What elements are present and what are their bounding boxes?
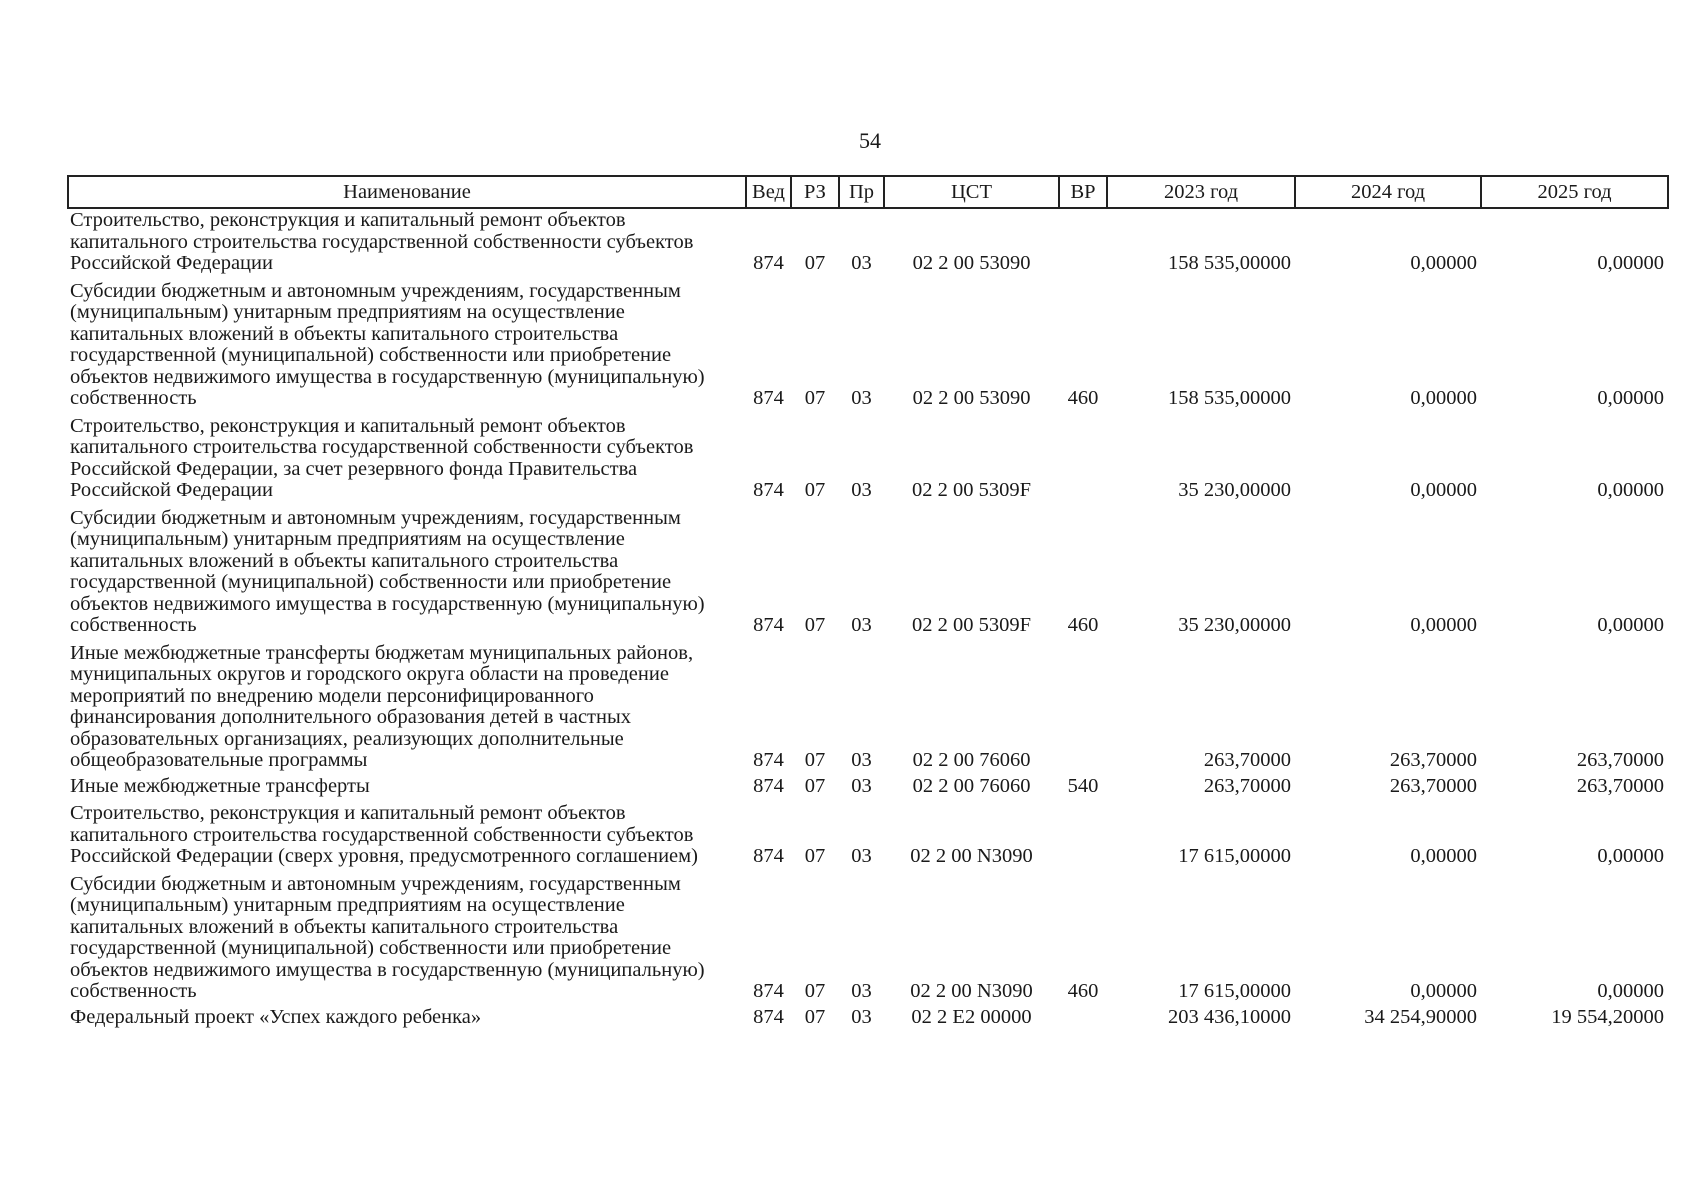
row-pr: 03 (851, 252, 872, 274)
row-ved: 874 (753, 387, 784, 409)
row-2025: 0,00000 (1597, 980, 1664, 1002)
page-number: 54 (859, 128, 881, 153)
row-cst: 02 2 00 5309F (911, 614, 1032, 636)
header-2024: 2024 год (1295, 176, 1481, 208)
row-2024: 263,70000 (1389, 774, 1477, 797)
row-name: Строительство, реконструкция и капитальный ремонт объектов капитального строительства государственной собственности субъектов Российской Федерации (70, 209, 694, 274)
row-2025: 0,00000 (1597, 387, 1664, 409)
header-2023: 2023 год (1107, 176, 1295, 208)
header-rz: РЗ (791, 176, 839, 208)
row-vr (1059, 208, 1107, 278)
header-vr: ВР (1059, 176, 1107, 208)
header-2025: 2025 год (1481, 176, 1668, 208)
header-pr: Пр (839, 176, 884, 208)
budget-table (67, 175, 1669, 1031)
row-vr (1059, 640, 1107, 775)
row-2023: 263,70000 (1203, 749, 1291, 771)
row-2025: 0,00000 (1597, 845, 1664, 867)
row-ved: 874 (753, 774, 784, 797)
row-name: Субсидии бюджетным и автономным учреждениям, государственным (муниципальным) унитарным предприятиям на осуществление капитальных вложений в объекты капитального строительства государственной (муниципальной) собственности или приобретение объектов недвижимого имущества в государственную (муниципальную) собственность (70, 506, 705, 636)
row-vr: 460 (1067, 980, 1099, 1002)
row-rz: 07 (804, 774, 826, 797)
table-row (68, 1006, 1668, 1032)
row-rz: 07 (804, 387, 826, 409)
table-row (68, 775, 1668, 801)
row-cst: 02 2 00 76060 (912, 749, 1031, 771)
row-2023: 17 615,00000 (1178, 980, 1291, 1002)
row-2024: 34 254,90000 (1364, 1005, 1477, 1028)
row-2024: 0,00000 (1410, 252, 1477, 274)
table-row (68, 800, 1668, 871)
row-2025: 263,70000 (1576, 749, 1664, 771)
header-cst: ЦСТ (884, 176, 1059, 208)
row-pr: 03 (851, 845, 872, 867)
row-2025: 0,00000 (1597, 252, 1664, 274)
table-row (68, 208, 1668, 278)
row-pr: 03 (851, 387, 872, 409)
row-2023: 203 436,10000 (1168, 1005, 1291, 1028)
row-pr: 03 (851, 1005, 872, 1028)
row-cst: 02 2 00 53090 (912, 387, 1031, 409)
table-body (68, 208, 1668, 1031)
row-ved: 874 (753, 1005, 784, 1028)
row-rz: 07 (804, 1005, 826, 1028)
row-vr: 460 (1067, 614, 1099, 636)
header-row (68, 176, 1668, 208)
table-row (68, 505, 1668, 640)
row-ved: 874 (753, 252, 784, 274)
row-ved: 874 (753, 614, 784, 636)
row-cst: 02 2 00 53090 (912, 252, 1031, 274)
row-2024: 0,00000 (1410, 387, 1477, 409)
row-name: Иные межбюджетные трансферты бюджетам муниципальных районов, муниципальных округов и городского округа области на проведение мероприятий по внедрению модели персонифицированного финансирования дополнительного образования детей в частных образовательных организациях, реализующих дополнительные общеобразовательные программы (70, 641, 694, 771)
row-2025: 19 554,20000 (1551, 1005, 1664, 1028)
row-vr (1059, 800, 1107, 871)
row-cst: 02 2 00 5309F (911, 479, 1032, 501)
row-2023: 263,70000 (1203, 774, 1291, 797)
row-2024: 0,00000 (1410, 479, 1477, 501)
row-2024: 263,70000 (1389, 749, 1477, 771)
row-name: Строительство, реконструкция и капитальный ремонт объектов капитального строительства государственной собственности субъектов Российской Федерации (сверх уровня, предусмотренного соглашением) (70, 802, 698, 867)
row-2025: 0,00000 (1597, 479, 1664, 501)
row-name: Иные межбюджетные трансферты (70, 774, 370, 797)
row-ved: 874 (753, 980, 784, 1002)
row-rz: 07 (804, 252, 826, 274)
row-cst: 02 2 00 76060 (912, 774, 1031, 797)
row-cst: 02 2 E2 00000 (911, 1005, 1032, 1028)
header-ved: Вед (746, 176, 791, 208)
row-2024: 0,00000 (1410, 845, 1477, 867)
table-row (68, 413, 1668, 505)
table-header (68, 176, 1668, 208)
row-pr: 03 (851, 774, 872, 797)
row-cst: 02 2 00 N3090 (910, 980, 1033, 1002)
row-rz: 07 (804, 845, 826, 867)
row-2025: 0,00000 (1597, 614, 1664, 636)
row-rz: 07 (804, 749, 826, 771)
row-vr: 540 (1067, 774, 1099, 797)
row-rz: 07 (804, 980, 826, 1002)
row-2025: 263,70000 (1576, 774, 1664, 797)
row-ved: 874 (753, 845, 784, 867)
row-2023: 158 535,00000 (1168, 252, 1291, 274)
row-cst: 02 2 00 N3090 (910, 845, 1033, 867)
row-pr: 03 (851, 479, 872, 501)
row-ved: 874 (753, 479, 784, 501)
row-2023: 17 615,00000 (1178, 845, 1291, 867)
row-name: Строительство, реконструкция и капитальный ремонт объектов капитального строительства государственной собственности субъектов Российской Федерации, за счет резервного фонда Правительства Российской Федерации (70, 414, 694, 501)
table-row (68, 871, 1668, 1006)
table-row (68, 278, 1668, 413)
row-name: Федеральный проект «Успех каждого ребенка» (70, 1005, 482, 1028)
row-vr (1059, 1006, 1107, 1032)
row-2023: 35 230,00000 (1178, 614, 1291, 636)
header-name: Наименование (68, 176, 746, 208)
row-rz: 07 (804, 479, 826, 501)
row-2023: 35 230,00000 (1178, 479, 1291, 501)
row-2024: 0,00000 (1410, 980, 1477, 1002)
row-pr: 03 (851, 614, 872, 636)
row-name: Субсидии бюджетным и автономным учреждениям, государственным (муниципальным) унитарным предприятиям на осуществление капитальных вложений в объекты капитального строительства государственной (муниципальной) собственности или приобретение объектов недвижимого имущества в государственную (муниципальную) собственность (70, 279, 705, 409)
row-rz: 07 (804, 614, 826, 636)
row-ved: 874 (753, 749, 784, 771)
row-pr: 03 (851, 980, 872, 1002)
row-2024: 0,00000 (1410, 614, 1477, 636)
row-vr (1059, 413, 1107, 505)
table-row (68, 640, 1668, 775)
row-vr: 460 (1067, 387, 1099, 409)
row-name: Субсидии бюджетным и автономным учреждениям, государственным (муниципальным) унитарным предприятиям на осуществление капитальных вложений в объекты капитального строительства государственной (муниципальной) собственности или приобретение объектов недвижимого имущества в государственную (муниципальную) собственность (70, 872, 705, 1002)
row-pr: 03 (851, 749, 872, 771)
row-2023: 158 535,00000 (1168, 387, 1291, 409)
